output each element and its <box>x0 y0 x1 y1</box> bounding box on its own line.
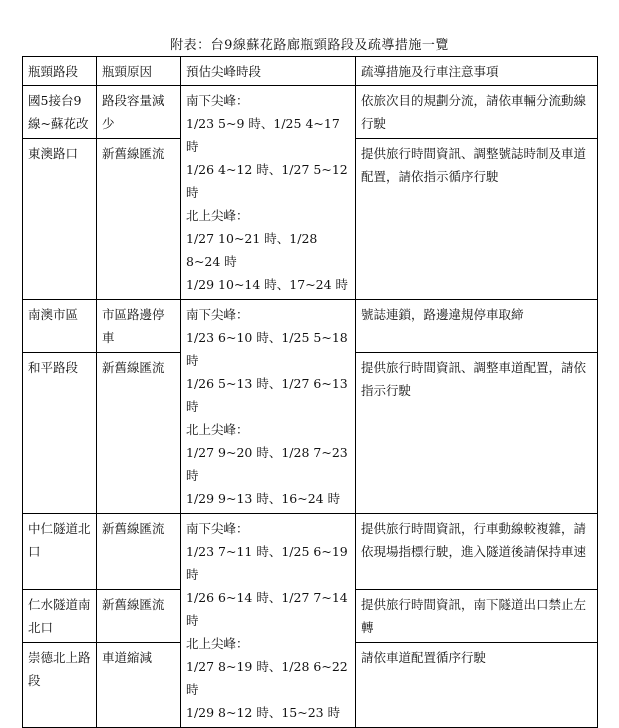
header-segment: 瓶頸路段 <box>23 57 97 86</box>
header-measure: 疏導措施及行車注意事項 <box>356 57 598 86</box>
cause-cell: 市區路邊停車 <box>97 300 181 353</box>
header-row <box>23 57 598 86</box>
table-row <box>23 300 598 353</box>
segment-cell: 中仁隧道北口 <box>23 514 97 590</box>
table-row <box>23 86 598 139</box>
segment-cell: 東澳路口 <box>23 139 97 300</box>
peak-north-1: 1/27 9~20 時、1/28 7~23 時 <box>186 445 348 483</box>
peak-north-2: 1/29 9~13 時、16~24 時 <box>186 491 341 506</box>
cause-cell: 新舊線匯流 <box>97 353 181 514</box>
measure-cell: 請依車道配置循序行駛 <box>356 643 598 728</box>
peak-cell <box>181 86 356 300</box>
cause-cell: 車道縮減 <box>97 643 181 728</box>
measure-cell: 號誌連鎖，路邊違規停車取締 <box>356 300 598 353</box>
cause-cell: 新舊線匯流 <box>97 514 181 590</box>
cause-cell: 路段容量減少 <box>97 86 181 139</box>
segment-cell: 仁水隧道南北口 <box>23 590 97 643</box>
peak-south-label: 南下尖峰： <box>186 93 249 108</box>
header-peak: 預估尖峰時段 <box>181 57 356 86</box>
table-title: 附表：台9線蘇花路廊瓶頸路段及疏導措施一覽 <box>170 38 449 53</box>
peak-south-2: 1/26 5~13 時、1/27 6~13 時 <box>186 376 348 414</box>
peak-north-1: 1/27 10~21 時、1/28 8~24 時 <box>186 231 318 269</box>
measure-cell: 提供旅行時間資訊，南下隧道出口禁止左轉 <box>356 590 598 643</box>
measure-cell: 提供旅行時間資訊、調整號誌時制及車道配置，請依指示循序行駛 <box>356 139 598 300</box>
peak-cell <box>181 514 356 728</box>
peak-south-label: 南下尖峰： <box>186 521 249 536</box>
segment-cell: 國5接台9線~蘇花改 <box>23 86 97 139</box>
peak-north-label: 北上尖峰： <box>186 422 249 437</box>
peak-south-label: 南下尖峰： <box>186 307 249 322</box>
peak-cell <box>181 300 356 514</box>
peak-south-2: 1/26 6~14 時、1/27 7~14 時 <box>186 590 348 628</box>
segment-cell: 和平路段 <box>23 353 97 514</box>
peak-north-1: 1/27 8~19 時、1/28 6~22 時 <box>186 659 348 697</box>
segment-cell: 崇德北上路段 <box>23 643 97 728</box>
peak-north-2: 1/29 8~12 時、15~23 時 <box>186 705 341 720</box>
peak-south-1: 1/23 5~9 時、1/25 4~17 時 <box>186 116 340 154</box>
cause-cell: 新舊線匯流 <box>97 139 181 300</box>
header-cause: 瓶頸原因 <box>97 57 181 86</box>
table-row <box>23 514 598 590</box>
measure-cell: 提供旅行時間資訊，行車動線較複雜，請依現場指標行駛，進入隧道後請保持車速 <box>356 514 598 590</box>
measure-cell: 依旅次目的規劃分流，請依車輛分流動線行駛 <box>356 86 598 139</box>
measure-cell: 提供旅行時間資訊、調整車道配置，請依指示行駛 <box>356 353 598 514</box>
segment-cell: 南澳市區 <box>23 300 97 353</box>
peak-south-1: 1/23 6~10 時、1/25 5~18 時 <box>186 330 348 368</box>
peak-north-2: 1/29 10~14 時、17~24 時 <box>186 277 349 292</box>
peak-south-2: 1/26 4~12 時、1/27 5~12 時 <box>186 162 348 200</box>
bottleneck-table <box>22 56 598 728</box>
cause-cell: 新舊線匯流 <box>97 590 181 643</box>
peak-north-label: 北上尖峰： <box>186 208 249 223</box>
peak-south-1: 1/23 7~11 時、1/25 6~19 時 <box>186 544 348 582</box>
peak-north-label: 北上尖峰： <box>186 636 249 651</box>
